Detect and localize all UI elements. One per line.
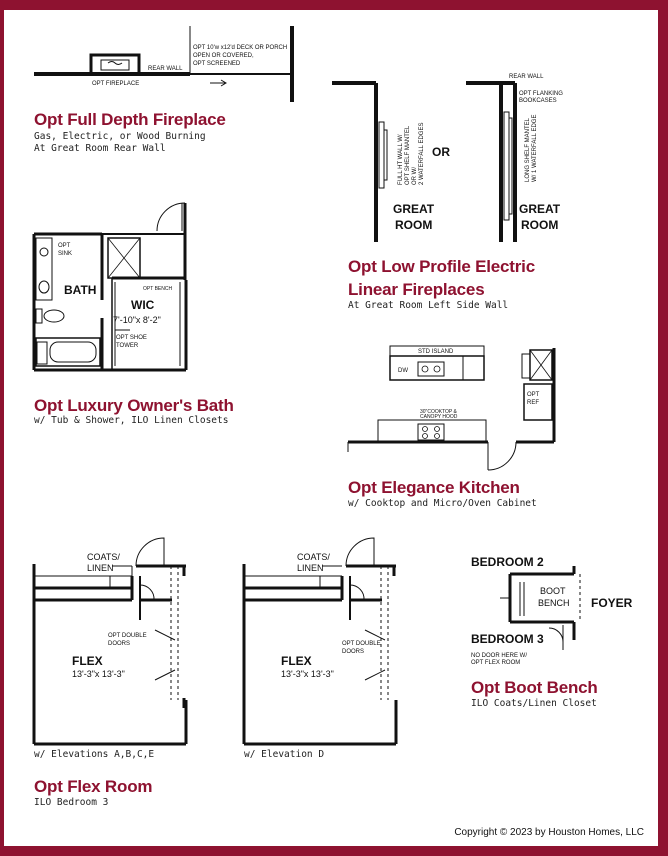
mantel-note-3: OR W/	[412, 167, 418, 185]
flex-title: Opt Flex Room	[34, 777, 153, 796]
shoe-tower-label-2: TOWER	[116, 343, 139, 349]
wic-label: WIC	[131, 298, 155, 312]
flex-room-right-plan	[244, 538, 396, 744]
no-door-note-2: OPT FLEX ROOM	[471, 660, 521, 666]
mantel-note-4: 2 WATERFALL EDGES	[419, 122, 425, 185]
boot-bench-title: Opt Boot Bench	[471, 678, 598, 697]
coats-linen-label-3: COATS/	[297, 552, 330, 562]
bath-label: BATH	[64, 283, 97, 297]
mantel-note-1: FULL HT WALL W/	[398, 134, 404, 185]
fireplace-label: OPT FIREPLACE	[92, 81, 140, 87]
deck-note-1: OPT 10'w x12'd DECK OR PORCH	[193, 45, 288, 51]
linear-fireplace-title-1: Opt Low Profile Electric	[348, 257, 535, 276]
kitchen-plan	[348, 346, 554, 470]
kitchen-title: Opt Elegance Kitchen	[348, 478, 520, 497]
shoe-tower-label-1: OPT SHOE	[116, 335, 147, 341]
long-mantel-note-1: LONG SHELF MANTEL	[525, 117, 531, 182]
opt-sink-label-2: SINK	[58, 251, 73, 257]
bedroom-3-label: BEDROOM 3	[471, 632, 544, 646]
cooktop-label-1: 30"COOKTOP &	[420, 409, 457, 415]
deck-note-3: OPT SCREENED	[193, 61, 241, 67]
flex-dim-left: 13'-3"x 13'-3"	[72, 669, 125, 679]
room-label-1: ROOM	[395, 218, 433, 232]
flex-right-caption: w/ Elevation D	[244, 749, 325, 760]
linear-fireplace-plan	[332, 74, 563, 242]
opt-doors-label-3: OPT DOUBLE	[342, 641, 381, 647]
flanking-label-2: BOOKCASES	[519, 98, 557, 104]
bedroom-2-label: BEDROOM 2	[471, 555, 544, 569]
boot-bench-label-2: BENCH	[538, 598, 570, 608]
coats-linen-label-1: COATS/	[87, 552, 120, 562]
or-label: OR	[432, 145, 450, 159]
opt-ref-label-1: OPT	[527, 392, 540, 398]
room-label-2: ROOM	[521, 218, 559, 232]
owners-bath-plan	[34, 203, 186, 370]
coats-linen-label-2: LINEN	[87, 563, 114, 573]
rear-wall-label: REAR WALL	[148, 66, 183, 72]
flex-room-left-plan	[34, 538, 186, 744]
copyright: Copyright © 2023 by Houston Homes, LLC	[454, 827, 644, 838]
fireplace-title: Opt Full Depth Fireplace	[34, 110, 226, 129]
mantel-note-2: OPT SHELF MANTEL	[405, 125, 411, 185]
flex-label-right: FLEX	[281, 654, 312, 668]
flex-dim-right: 13'-3"x 13'-3"	[281, 669, 334, 679]
std-island-label: STD ISLAND	[418, 349, 454, 355]
bath-sub: w/ Tub & Shower, ILO Linen Closets	[34, 415, 229, 426]
cooktop-label-2: CANOPY HOOD	[420, 414, 458, 420]
flex-label-left: FLEX	[72, 654, 103, 668]
boot-bench-sub: ILO Coats/Linen Closet	[471, 698, 597, 709]
fireplace-sub-1: Gas, Electric, or Wood Burning	[34, 131, 206, 142]
great-room-label-1: GREAT	[393, 202, 435, 216]
opt-doors-label-1: OPT DOUBLE	[108, 633, 147, 639]
opt-doors-label-4: DOORS	[342, 649, 365, 655]
great-room-label-2: GREAT	[519, 202, 561, 216]
flex-sub: ILO Bedroom 3	[34, 797, 109, 808]
flanking-label-1: OPT FLANKING	[519, 91, 563, 97]
bench-label: OPT BENCH	[143, 286, 173, 292]
kitchen-sub: w/ Cooktop and Micro/Oven Cabinet	[348, 498, 537, 509]
long-mantel-note-2: W/ 1 WATERFALL EDGE	[532, 114, 538, 182]
coats-linen-label-4: LINEN	[297, 563, 324, 573]
opt-ref-label-2: REF	[527, 400, 539, 406]
no-door-note-1: NO DOOR HERE W/	[471, 653, 528, 659]
flex-left-caption: w/ Elevations A,B,C,E	[34, 749, 155, 760]
opt-doors-label-2: DOORS	[108, 641, 131, 647]
foyer-label: FOYER	[591, 596, 633, 610]
dw-label: DW	[398, 368, 408, 374]
fireplace-sub-2: At Great Room Rear Wall	[34, 143, 166, 154]
boot-bench-plan	[471, 555, 633, 666]
opt-sink-label-1: OPT	[58, 243, 71, 249]
boot-bench-label-1: BOOT	[540, 586, 566, 596]
bath-title: Opt Luxury Owner's Bath	[34, 396, 234, 415]
wic-dimension: 7'-10"x 8'-2"	[113, 315, 161, 325]
fireplace-plan	[34, 26, 292, 102]
deck-note-2: OPEN OR COVERED,	[193, 53, 254, 59]
linear-fireplace-sub: At Great Room Left Side Wall	[348, 300, 509, 311]
rear-wall-label-2: REAR WALL	[509, 74, 544, 80]
linear-fireplace-title-2: Linear Fireplaces	[348, 280, 485, 299]
